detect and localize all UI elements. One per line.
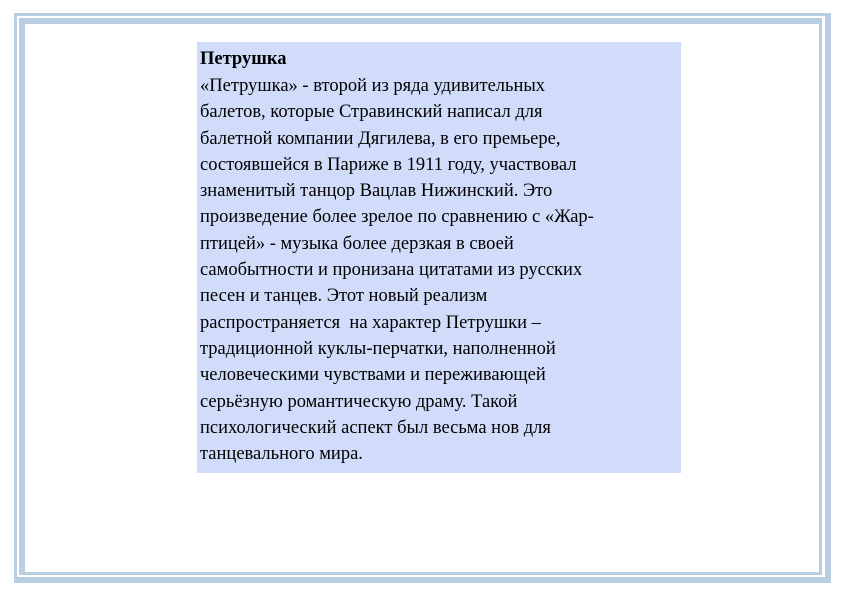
body-line: произведение более зрелое по сравнению с «Жар- xyxy=(200,207,594,228)
body-line: самобытности и пронизана цитатами из русских xyxy=(200,260,583,281)
body-line: традиционной куклы-перчатки, наполненной xyxy=(200,338,556,359)
body-line: балетов, которые Стравинский написал для xyxy=(200,102,543,123)
body-line: распространяется на характер Петрушки – xyxy=(200,312,541,333)
body-line: знаменитый танцор Вацлав Нижинский. Это xyxy=(200,181,553,202)
body-line: птицей» - музыка более дерзкая в своей xyxy=(200,233,514,254)
body-line: человеческими чувствами и переживающей xyxy=(200,365,546,386)
body-line: состоявшейся в Париже в 1911 году, участвовал xyxy=(200,154,577,175)
body-line: «Петрушка» - второй из ряда удивительных xyxy=(200,76,546,96)
body-line: песен и танцев. Этот новый реализм xyxy=(200,286,488,307)
body-line: психологический аспект был весьма нов для xyxy=(200,417,551,438)
body-line: танцевального мира. xyxy=(200,444,363,465)
body-text xyxy=(200,73,678,467)
slide-title: Петрушка xyxy=(200,49,287,69)
body-line: балетной компании Дягилева, в его премьере, xyxy=(200,128,561,149)
body-line: серьёзную романтическую драму. Такой xyxy=(200,391,518,412)
text-box xyxy=(197,42,681,473)
